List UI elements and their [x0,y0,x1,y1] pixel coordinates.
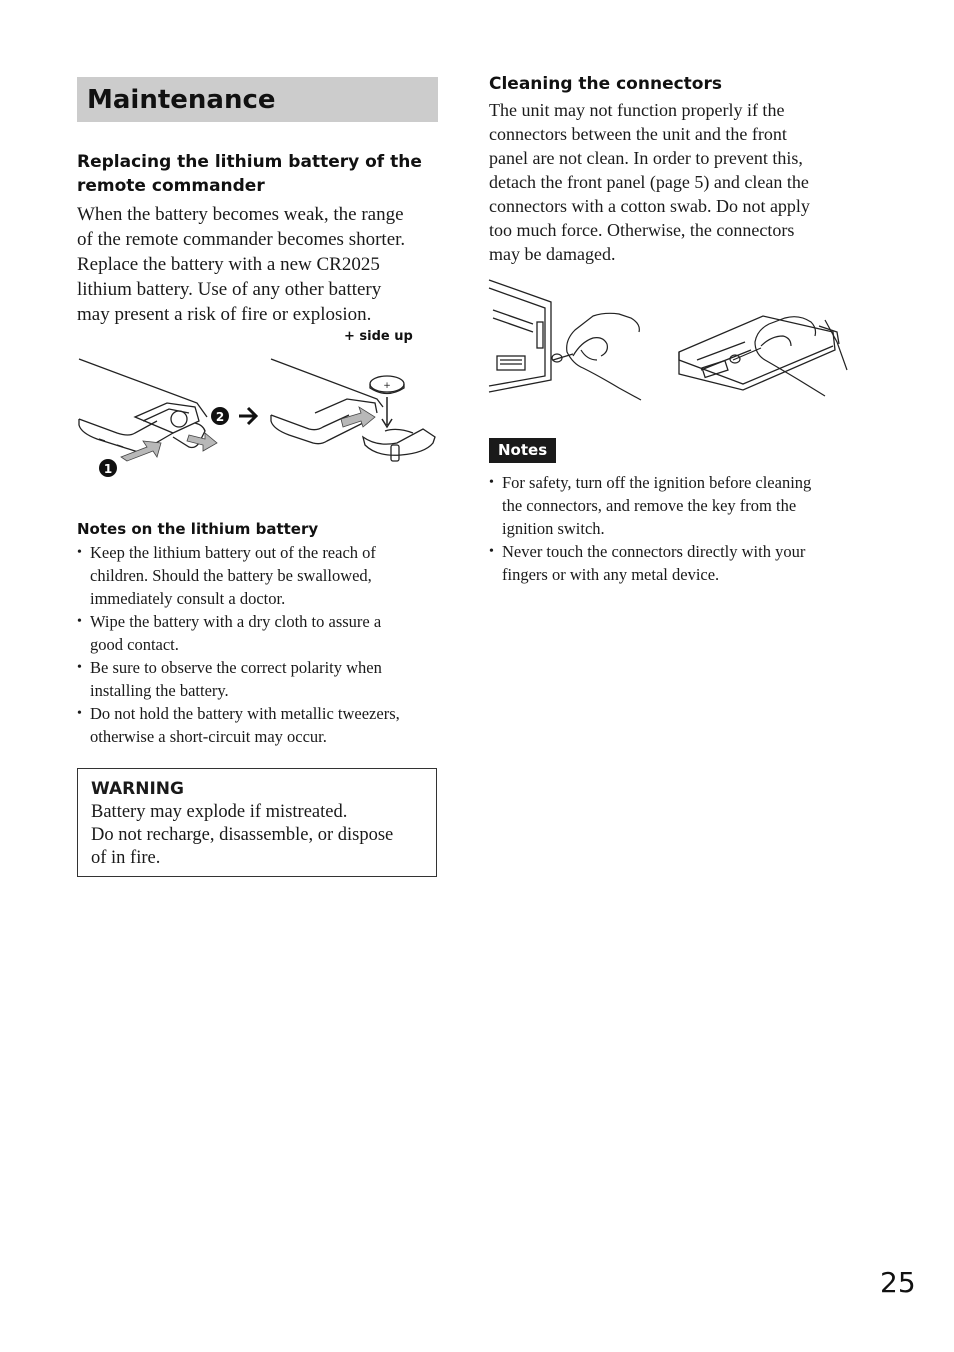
head-unit-connectors [489,280,551,392]
note-line: Keep the lithium battery out of the reach of [90,543,376,562]
lithium-notes-list [77,541,437,748]
battery-replacement-illustration [77,329,437,507]
connectors-line: too much force. Otherwise, the connectors [489,220,795,240]
battery-tray [363,429,435,461]
list-item [77,541,437,610]
section-title-bar [77,77,438,122]
step-1-label: 1 [103,462,113,476]
note-line: immediately consult a doctor. [90,589,286,608]
svg-text:+: + [383,381,391,391]
list-item [77,610,437,656]
bullet-icon: • [77,545,82,560]
bullet-icon: • [77,660,82,675]
bullet-icon: • [489,475,494,490]
bullet-icon: • [77,614,82,629]
battery-line: Replace the battery with a new CR2025 [77,254,380,275]
connector-notes-list [489,471,849,586]
remote-commander-2 [271,359,383,444]
connectors-heading: Cleaning the connectors [489,74,722,94]
connectors-paragraph [489,98,849,266]
left-column [77,77,437,877]
note-line: children. Should the battery be swallowed, [90,566,372,585]
connectors-line: may be damaged. [489,244,616,264]
hand-with-swab-1 [552,313,641,400]
notes-tag: Notes [489,438,556,463]
note-line: the connectors, and remove the key from the [502,496,797,515]
next-step-arrow [239,408,256,424]
note-line: Do not hold the battery with metallic tweezers, [90,704,400,723]
warning-line: of in fire. [91,848,161,868]
note-line: fingers or with any metal device. [502,565,720,584]
battery-heading: Replacing the lithium battery of the remote commander [77,152,422,196]
page-number: 25 [880,1266,916,1299]
note-line: For safety, turn off the ignition before cleaning [502,473,812,492]
lithium-notes-heading: Notes on the lithium battery [77,520,319,538]
hand-with-swab-2 [730,317,847,396]
right-column [489,72,849,586]
list-item [489,471,849,540]
note-line: installing the battery. [90,681,229,700]
step-2-label: 2 [215,410,225,424]
connectors-line: detach the front panel (page 5) and clean the [489,172,809,192]
battery-paragraph [77,202,437,327]
battery-line: When the battery becomes weak, the range [77,204,404,225]
connectors-line: The unit may not function properly if the [489,100,785,120]
connectors-line: connectors with a cotton swab. Do not apply [489,196,810,216]
list-item [77,702,437,748]
warning-line: Battery may explode if mistreated. [91,802,348,822]
notes-tag-wrapper [489,438,849,463]
list-item [77,656,437,702]
bullet-icon: • [77,706,82,721]
warning-line: Do not recharge, disassemble, or dispose [91,825,394,845]
connector-cleaning-illustration [489,280,851,402]
warning-box [77,768,437,877]
down-arrow [382,397,392,427]
battery-line: lithium battery. Use of any other battery [77,279,382,300]
warning-title: WARNING [91,779,184,799]
connectors-line: panel are not clean. In order to prevent this, [489,148,803,168]
note-line: Never touch the connectors directly with your [502,542,806,561]
bullet-icon: • [489,544,494,559]
note-line: good contact. [90,635,179,654]
battery-line: may present a risk of fire or explosion. [77,304,372,325]
note-line: ignition switch. [502,519,605,538]
page-title: Maintenance [87,84,276,115]
side-up-label: + side up [344,329,413,344]
insert-arrow-1 [121,441,161,461]
connectors-line: connectors between the unit and the front [489,124,787,144]
battery-coin [370,376,404,394]
note-line: otherwise a short-circuit may occur. [90,727,327,746]
note-line: Be sure to observe the correct polarity when [90,658,382,677]
list-item [489,540,849,586]
note-line: Wipe the battery with a dry cloth to assure a [90,612,382,631]
battery-line: of the remote commander becomes shorter. [77,229,406,250]
